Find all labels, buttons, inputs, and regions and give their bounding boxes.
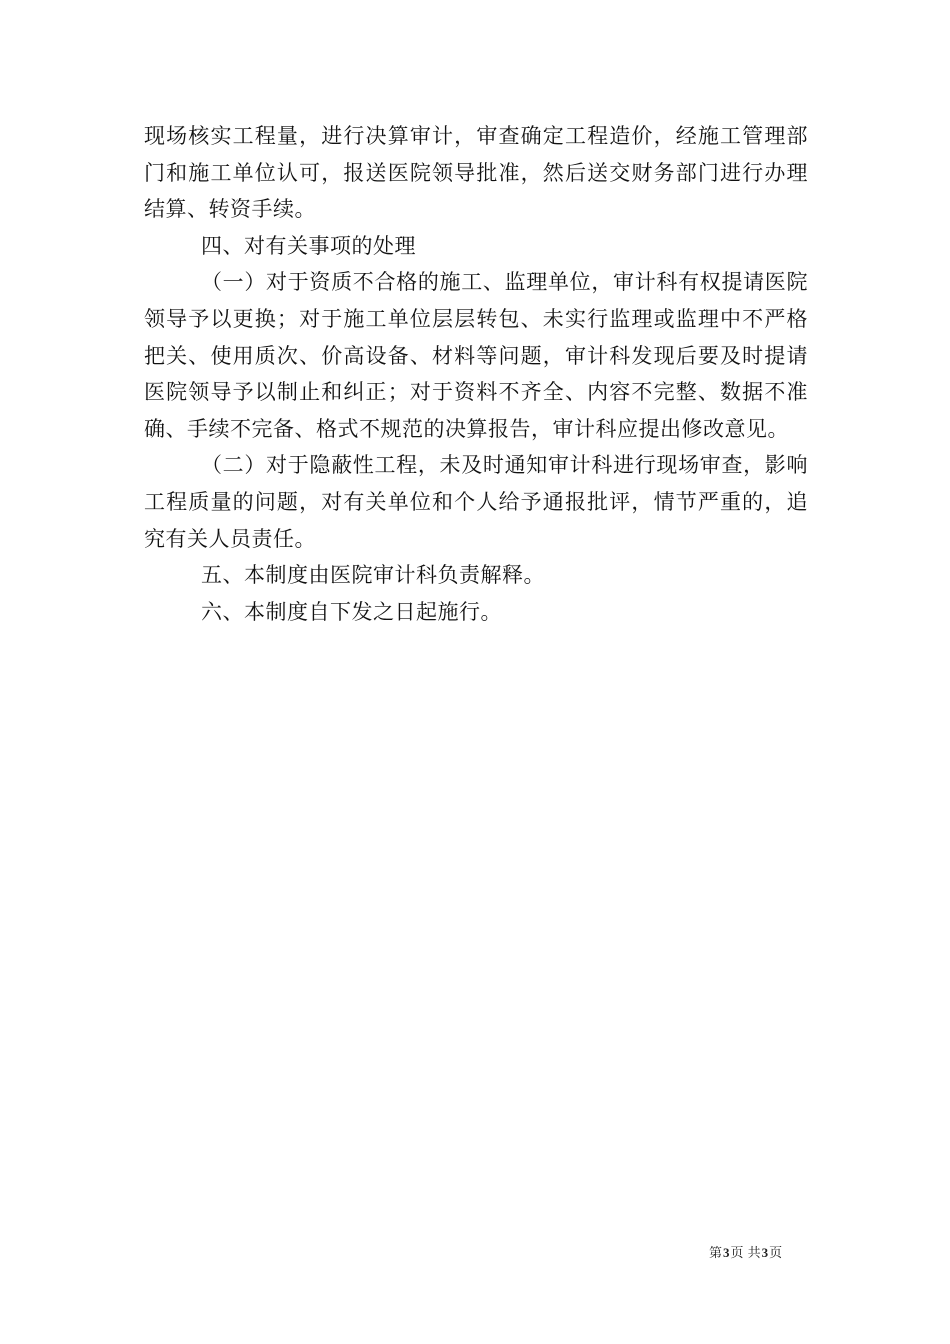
section-six: 六、本制度自下发之日起施行。: [201, 599, 502, 624]
section-five: 五、本制度由医院审计科负责解释。: [201, 563, 545, 588]
document-body: [144, 118, 808, 630]
footer-prefix: 第: [709, 1246, 723, 1261]
footer-suffix: 页: [769, 1246, 783, 1261]
page-number-footer: [709, 1244, 782, 1263]
paragraph-item-one: （一）对于资质不合格的施工、监理单位，审计科有权提请医院领导予以更换；对于施工单位层层转包、未实行监理或监理中不严格把关、使用质次、价高设备、材料等问题，审计科发现后要及时提请医院领导予以制止和纠正；对于资料不齐全、内容不完整、数据不准确、手续不完备、格式不规范的决算报告，审计科应提出修改意见。: [144, 270, 808, 441]
footer-total-pages: 3: [761, 1245, 769, 1260]
paragraph-continuation: 现场核实工程量，进行决算审计，审查确定工程造价，经施工管理部门和施工单位认可，报送医院领导批准，然后送交财务部门进行办理结算、转资手续。: [144, 124, 808, 222]
footer-middle: 页 共: [730, 1246, 761, 1261]
paragraph-item-two: （二）对于隐蔽性工程，未及时通知审计科进行现场审查，影响工程质量的问题，对有关单位和个人给予通报批评，情节严重的，追究有关人员责任。: [144, 453, 808, 551]
footer-current-page: 3: [723, 1245, 730, 1260]
section-heading-four: 四、对有关事项的处理: [201, 233, 416, 258]
